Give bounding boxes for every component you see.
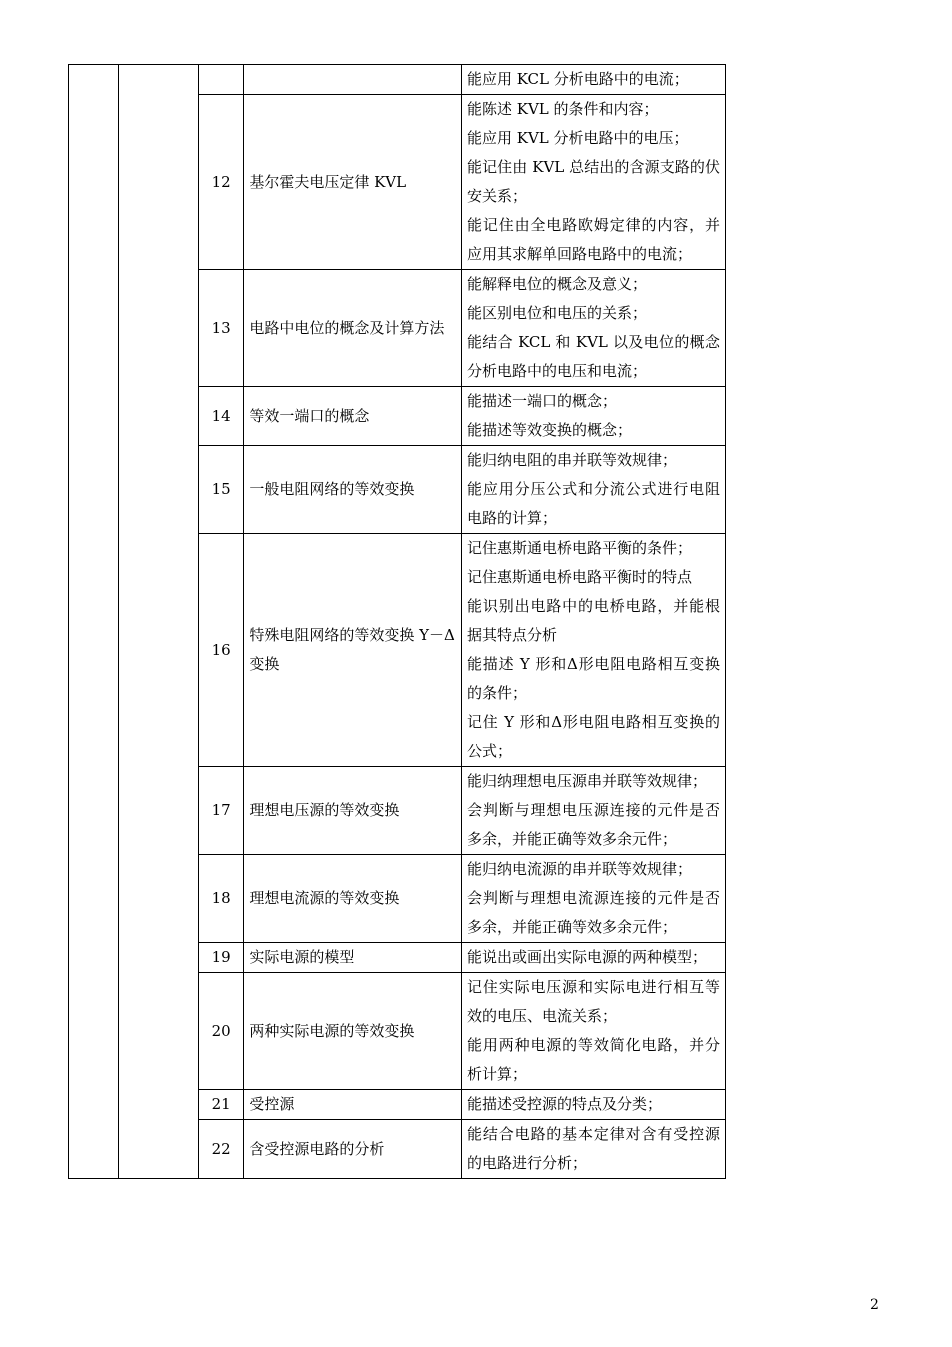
outcome-line: 能记住由 KVL 总结出的含源支路的伏安关系； [466,158,720,205]
outcome-line: 能识别出电路中的电桥电路，并能根据其特点分析 [466,597,720,644]
item-number: 13 [198,270,243,387]
item-number [198,65,243,95]
outcome-line: 能解释电位的概念及意义； [466,275,647,293]
item-number: 15 [198,446,243,534]
item-outcomes [461,270,725,387]
outcome-line: 能记住由全电路欧姆定律的内容，并应用其求解单回路电路中的电流； [466,216,720,263]
item-topic: 基尔霍夫电压定律 KVL [244,95,462,270]
outcome-line: 记住惠斯通电桥电路平衡时的特点 [466,568,692,586]
item-topic: 受控源 [244,1090,462,1120]
item-topic: 两种实际电源的等效变换 [244,973,462,1090]
item-outcomes [461,95,725,270]
item-number: 21 [198,1090,243,1120]
outcome-line: 能结合电路的基本定律对含有受控源的电路进行分析； [466,1125,720,1172]
outcome-line: 能归纳电流源的串并联等效规律； [466,860,692,878]
item-outcomes [461,65,725,95]
item-topic: 理想电压源的等效变换 [244,767,462,855]
item-number: 14 [198,387,243,446]
outcome-line: 能用两种电源的等效简化电路，并分析计算； [466,1036,720,1083]
item-outcomes [461,387,725,446]
item-topic: 等效一端口的概念 [244,387,462,446]
item-number: 18 [198,855,243,943]
item-number: 17 [198,767,243,855]
outcome-line: 能描述一端口的概念； [466,392,617,410]
outcome-line: 记住 Y 形和Δ形电阻电路相互变换的公式； [466,713,720,760]
outcome-line: 能结合 KCL 和 KVL 以及电位的概念分析电路中的电压和电流； [466,333,720,380]
item-outcomes [461,446,725,534]
outcome-line: 能归纳理想电压源串并联等效规律； [466,772,707,790]
item-outcomes [461,534,725,767]
item-topic [244,65,462,95]
item-number: 16 [198,534,243,767]
item-outcomes [461,1120,725,1179]
item-number: 19 [198,943,243,973]
outcome-line: 能描述 Y 形和Δ形电阻电路相互变换的条件； [466,655,720,702]
outcome-line: 能应用 KVL 分析电路中的电压； [466,129,689,147]
outcome-line: 能描述受控源的特点及分类； [466,1095,662,1113]
item-outcomes [461,1090,725,1120]
outcome-line: 能归纳电阻的串并联等效规律； [466,451,677,469]
item-number: 22 [198,1120,243,1179]
outcome-line: 记住惠斯通电桥电路平衡的条件； [466,539,692,557]
item-topic: 特殊电阻网络的等效变换 Y－Δ变换 [244,534,462,767]
outcome-line: 能描述等效变换的概念； [466,421,632,439]
outcome-line: 能应用 KCL 分析电路中的电流； [466,70,689,88]
item-number: 20 [198,973,243,1090]
outcome-line: 会判断与理想电流源连接的元件是否多余，并能正确等效多余元件； [466,889,720,936]
item-topic: 电路中电位的概念及计算方法 [244,270,462,387]
syllabus-table [68,64,726,1179]
outcome-line: 会判断与理想电压源连接的元件是否多余，并能正确等效多余元件； [466,801,720,848]
outcome-line: 记住实际电压源和实际电进行相互等效的电压、电流关系； [466,978,720,1025]
item-outcomes [461,973,725,1090]
outcome-line: 能应用分压公式和分流公式进行电阻电路的计算； [466,480,720,527]
item-topic: 含受控源电路的分析 [244,1120,462,1179]
table-cell-unit [119,65,199,1179]
table-cell-module [69,65,119,1179]
item-topic: 一般电阻网络的等效变换 [244,446,462,534]
item-topic: 理想电流源的等效变换 [244,855,462,943]
item-outcomes [461,767,725,855]
outcome-line: 能区别电位和电压的关系； [466,304,647,322]
item-outcomes [461,855,725,943]
outcome-line: 能说出或画出实际电源的两种模型； [466,948,707,966]
table-row [69,65,726,95]
item-number: 12 [198,95,243,270]
page-number: 2 [870,1297,879,1313]
outcome-line: 能陈述 KVL 的条件和内容； [466,100,659,118]
item-outcomes [461,943,725,973]
item-topic: 实际电源的模型 [244,943,462,973]
